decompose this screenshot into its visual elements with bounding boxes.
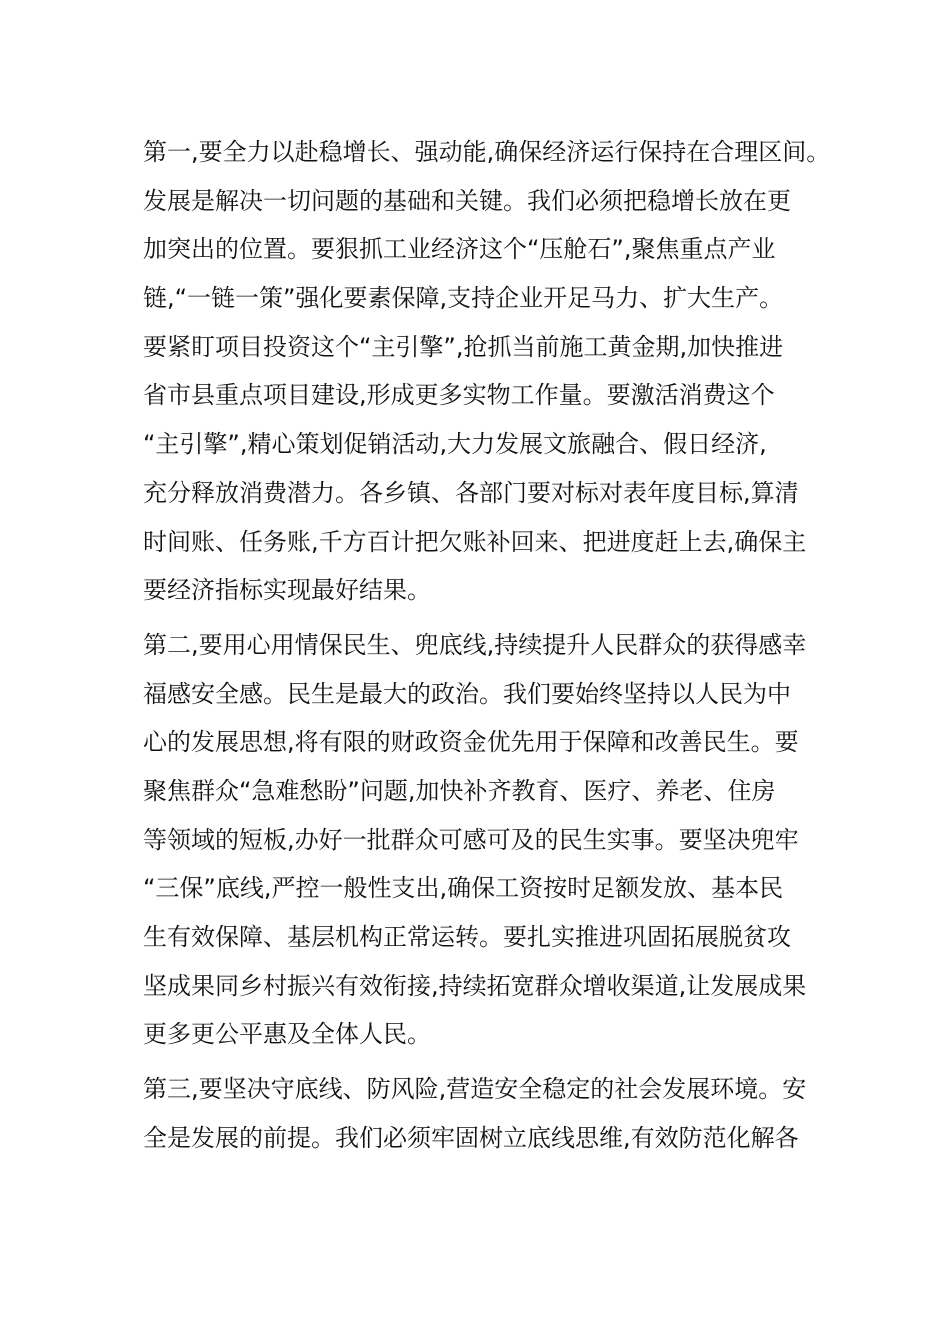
- text-line: 要经济指标实现最好结果。: [143, 576, 431, 605]
- text-line: 福感安全感。民生是最大的政治。我们要始终坚持以人民为中: [143, 679, 791, 708]
- text-line: 充分释放消费潜力。各乡镇、各部门要对标对表年度目标,算清: [143, 478, 799, 507]
- text-line: 发展是解决一切问题的基础和关键。我们必须把稳增长放在更: [143, 186, 791, 215]
- text-line: “主引擎”,精心策划促销活动,大力发展文旅融合、假日经济,: [143, 430, 767, 459]
- text-line: 第二,要用心用情保民生、兜底线,持续提升人民群众的获得感幸: [143, 630, 807, 659]
- text-line: 第一,要全力以赴稳增长、强动能,确保经济运行保持在合理区间。: [143, 138, 831, 166]
- text-line: 要紧盯项目投资这个“主引擎”,抢抓当前施工黄金期,加快推进: [143, 332, 784, 361]
- text-line: 等领域的短板,办好一批群众可感可及的民生实事。要坚决兜牢: [143, 825, 799, 854]
- text-line: 省市县重点项目建设,形成更多实物工作量。要激活消费这个: [143, 381, 775, 410]
- text-line: 聚焦群众“急难愁盼”问题,加快补齐教育、医疗、养老、住房: [143, 776, 776, 805]
- text-line: 生有效保障、基层机构正常运转。要扎实推进巩固拓展脱贫攻: [143, 923, 791, 951]
- paragraph-3: [143, 1065, 823, 1162]
- text-line: 更多更公平惠及全体人民。: [143, 1020, 431, 1049]
- text-line: 坚成果同乡村振兴有效衔接,持续拓宽群众增收渠道,让发展成果: [143, 971, 807, 1000]
- text-line: 链,“一链一策”强化要素保障,支持企业开足马力、扩大生产。: [143, 284, 784, 313]
- text-line: 全是发展的前提。我们必须牢固树立底线思维,有效防范化解各: [143, 1123, 799, 1152]
- paragraph-2: [143, 621, 823, 1059]
- paragraph-1: [143, 128, 831, 615]
- text-line: 心的发展思想,将有限的财政资金优先用于保障和改善民生。要: [143, 728, 799, 757]
- text-line: 时间账、任务账,千方百计把欠账补回来、把进度赶上去,确保主: [143, 527, 807, 556]
- text-line: 第三,要坚决守底线、防风险,营造安全稳定的社会发展环境。安: [143, 1075, 807, 1104]
- text-line: “三保”底线,严控一般性支出,确保工资按时足额发放、基本民: [143, 874, 784, 903]
- document-body: [143, 128, 831, 1162]
- text-line: 加突出的位置。要狠抓工业经济这个“压舱石”,聚焦重点产业: [143, 235, 776, 264]
